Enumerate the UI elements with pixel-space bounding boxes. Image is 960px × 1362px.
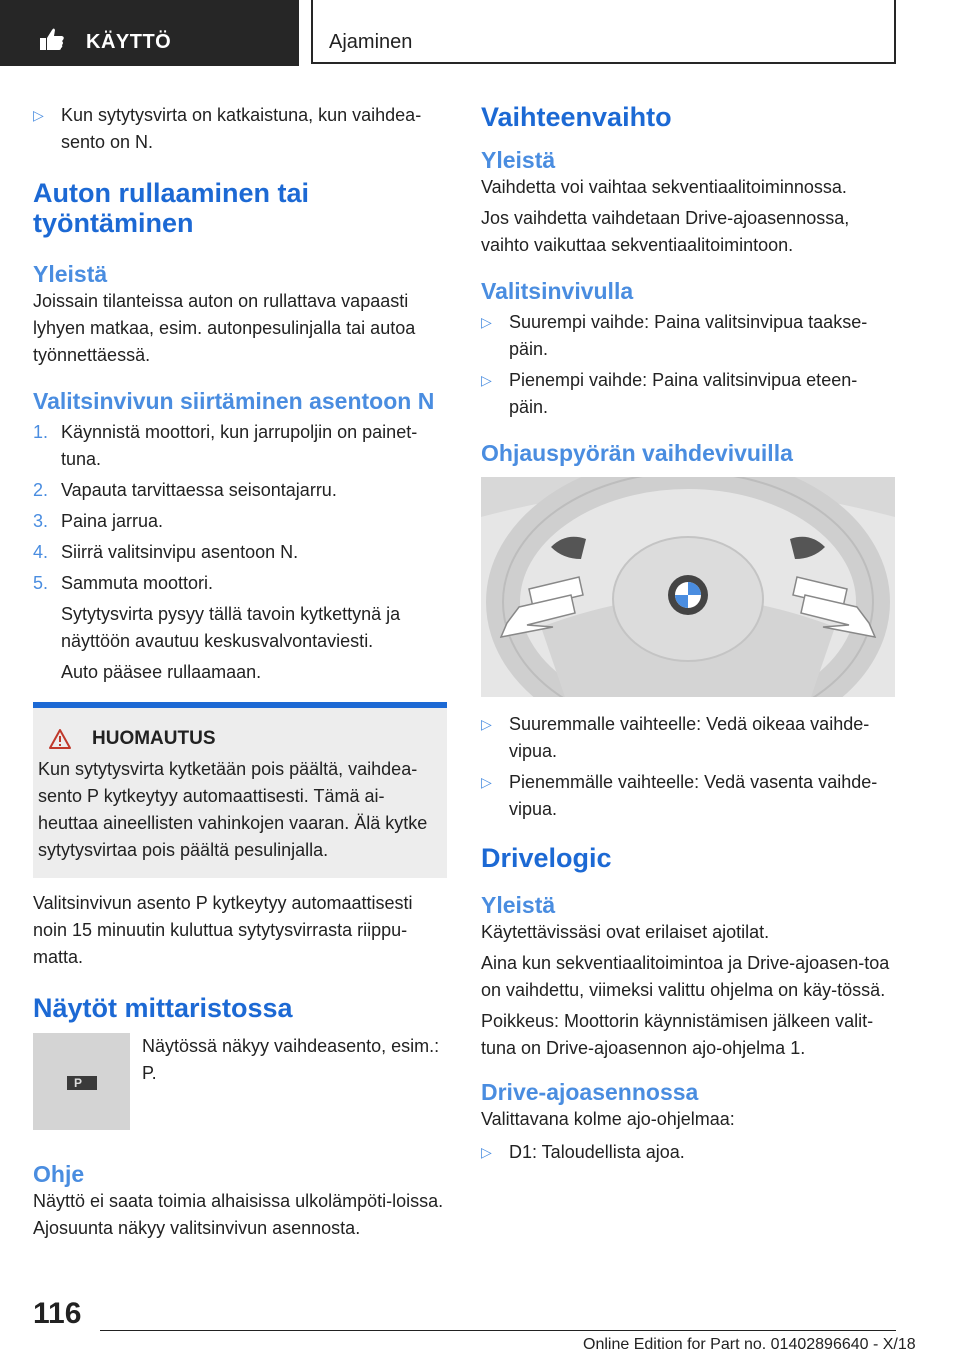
- paragraph: Valitsinvivun asento P kytkeytyy automaattisesti noin 15 minuutin kuluttua sytytysvirrasta riippu-matta.: [33, 893, 413, 967]
- step-text: Vapauta tarvittaessa seisontajarru.: [61, 480, 337, 500]
- footer-divider: [100, 1330, 896, 1331]
- section-tab: [0, 0, 299, 66]
- left-column: [33, 100, 447, 1242]
- list-item: [33, 570, 447, 597]
- step-note: Auto pääsee rullaamaan.: [61, 662, 262, 682]
- page-header: [0, 0, 960, 66]
- paragraph: Jos vaihdetta vaihdetaan Drive-ajoasennossa, vaihto vaikuttaa sekventiaalitoimintoon.: [481, 208, 850, 255]
- subheading-general: Yleistä: [481, 892, 556, 918]
- section-heading-drivelogic: Drivelogic: [481, 843, 612, 873]
- list-item-text: Suuremmalle vaihteelle: Vedä oikeaa vaihde-vipua.: [509, 714, 870, 761]
- display-text: Näytössä näkyy vaihdeasento, esim.: P.: [142, 1036, 440, 1083]
- paragraph: Käytettävissäsi ovat erilaiset ajotilat.: [481, 922, 770, 942]
- triangle-bullet-icon: ▷: [481, 314, 492, 330]
- step-number: 3.: [33, 511, 49, 531]
- step-number: 1.: [33, 422, 49, 442]
- warning-triangle-icon: [48, 728, 72, 750]
- triangle-bullet-icon: ▷: [481, 774, 492, 790]
- paragraph: Näyttö ei saata toimia alhaisissa ulkolämpöti-loissa. Ajosuunta näkyy valitsinvivun asennosta.: [33, 1191, 444, 1238]
- list-item-text: Kun sytytysvirta on katkaistuna, kun vaihdea-sento on N.: [61, 105, 422, 152]
- step-number: 2.: [33, 480, 49, 500]
- triangle-bullet-icon: ▷: [33, 107, 44, 123]
- list-item-text: Pienemmälle vaihteelle: Vedä vasenta vaihde-vipua.: [509, 772, 878, 819]
- paragraph: Joissain tilanteissa auton on rullattava vapaasti lyhyen matkaa, esim. autonpesulinjalla tai autoa työnnettäessä.: [33, 291, 416, 365]
- paragraph: Vaihdetta voi vaihtaa sekventiaalitoiminnossa.: [481, 177, 847, 197]
- step-number: 5.: [33, 573, 49, 593]
- subheading-selector: Valitsinvivun siirtäminen asentoon N: [33, 388, 435, 414]
- lever-list: [481, 309, 895, 421]
- paragraph: Aina kun sekventiaalitoimintoa ja Drive-ajoasen-toa on vaihdettu, viimeksi valittu ohjelma on käy-tössä.: [481, 953, 890, 1000]
- list-item: [481, 367, 895, 421]
- warning-title: HUOMAUTUS: [92, 728, 216, 749]
- subheading-lever: Valitsinvivulla: [481, 278, 634, 304]
- drive-list: [481, 1139, 895, 1166]
- step-text: Paina jarrua.: [61, 511, 164, 531]
- section-heading-shift: Vaihteenvaihto: [481, 102, 672, 132]
- section-heading-display: Näytöt mittaristossa: [33, 993, 293, 1023]
- list-item: [481, 711, 895, 765]
- section-heading-rolling: [33, 178, 447, 238]
- list-item: [33, 539, 447, 566]
- list-item: [33, 102, 447, 156]
- list-item-text: D1: Taloudellista ajoa.: [509, 1142, 685, 1162]
- steps-list: [33, 419, 447, 597]
- step-text: Siirrä valitsinvipu asentoon N.: [61, 542, 299, 562]
- step-text: Käynnistä moottori, kun jarrupoljin on painet-tuna.: [61, 422, 418, 469]
- triangle-bullet-icon: ▷: [481, 1144, 492, 1160]
- chapter-title: Ajaminen: [329, 31, 413, 53]
- gear-display-image: [33, 1033, 130, 1130]
- list-item-text: Pienempi vaihde: Paina valitsinvipua eteen-päin.: [509, 370, 858, 417]
- steering-wheel-illustration: [481, 477, 895, 697]
- hand-icon: [36, 26, 66, 52]
- gear-p-symbol: P: [74, 1076, 83, 1090]
- heading-line: työntäminen: [33, 208, 194, 238]
- list-item: [481, 769, 895, 823]
- subheading-general: Yleistä: [481, 147, 556, 173]
- paragraph: Valittavana kolme ajo-ohjelmaa:: [481, 1109, 735, 1129]
- list-item: [33, 477, 447, 504]
- display-row: [33, 1033, 447, 1130]
- subheading-general: Yleistä: [33, 261, 108, 287]
- triangle-bullet-icon: ▷: [481, 372, 492, 388]
- subheading-drive: Drive-ajoasennossa: [481, 1079, 699, 1105]
- edition-text: Online Edition for Part no. 01402896640 - X/18: [583, 1336, 916, 1353]
- step-number: 4.: [33, 542, 49, 562]
- subheading-paddle: Ohjauspyörän vaihdevivuilla: [481, 440, 793, 466]
- subheading-ohje: Ohje: [33, 1161, 85, 1187]
- section-title: KÄYTTÖ: [86, 31, 172, 53]
- list-item: [481, 309, 895, 363]
- page-number: 116: [33, 1297, 82, 1330]
- warning-text: Kun sytytysvirta kytketään pois päältä, vaihdea-sento P kytkeytyy automaattisesti. Tämä ai-heuttaa aineellisten vahinkojen vaaran. Älä kytke sytytysvirtaa pois päältä pesulinjalla.: [38, 759, 428, 860]
- warning-box: [33, 702, 447, 878]
- heading-line: Auton rullaaminen tai: [33, 178, 310, 208]
- paddle-list: [481, 711, 895, 823]
- paragraph: Poikkeus: Moottorin käynnistämisen jälkeen valit-tuna on Drive-ajoasennon ajo-ohjelma 1.: [481, 1011, 874, 1058]
- list-item: [33, 508, 447, 535]
- step-note: Sytytysvirta pysyy tällä tavoin kytkettynä ja näyttöön avautuu keskusvalvontaviesti.: [61, 604, 401, 651]
- list-item: [481, 1139, 895, 1166]
- triangle-bullet-icon: ▷: [481, 716, 492, 732]
- step-text: Sammuta moottori.: [61, 573, 214, 593]
- chapter-box: [311, 0, 896, 64]
- list-item-text: Suurempi vaihde: Paina valitsinvipua taakse-päin.: [509, 312, 868, 359]
- list-item: [33, 419, 447, 473]
- right-column: [481, 100, 895, 1170]
